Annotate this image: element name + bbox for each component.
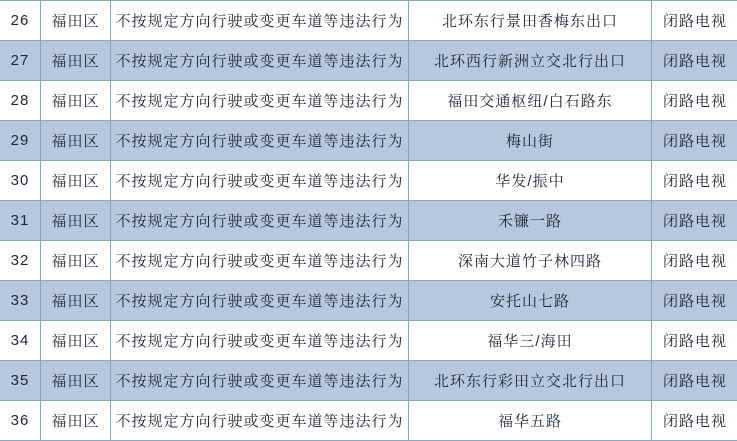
cell-district: 福田区 <box>41 201 111 241</box>
table-row <box>0 121 737 161</box>
cell-device-type: 闭路电视 <box>652 201 737 241</box>
cell-violation-type: 不按规定方向行驶或变更车道等违法行为 <box>111 41 409 81</box>
cell-district: 福田区 <box>41 361 111 401</box>
cell-location: 梅山街 <box>409 121 652 161</box>
cell-location: 华发/振中 <box>409 161 652 201</box>
table-row <box>0 81 737 121</box>
cell-violation-type: 不按规定方向行驶或变更车道等违法行为 <box>111 81 409 121</box>
table-row <box>0 401 737 441</box>
table-row <box>0 201 737 241</box>
cell-row-number: 30 <box>0 161 41 201</box>
cell-district: 福田区 <box>41 321 111 361</box>
cell-row-number: 36 <box>0 401 41 441</box>
cell-location: 福田交通枢纽/白石路东 <box>409 81 652 121</box>
table-row <box>0 361 737 401</box>
cell-violation-type: 不按规定方向行驶或变更车道等违法行为 <box>111 401 409 441</box>
cell-row-number: 32 <box>0 241 41 281</box>
cell-row-number: 33 <box>0 281 41 321</box>
cell-district: 福田区 <box>41 281 111 321</box>
table-body <box>0 1 737 441</box>
cell-violation-type: 不按规定方向行驶或变更车道等违法行为 <box>111 281 409 321</box>
cell-district: 福田区 <box>41 161 111 201</box>
cell-device-type: 闭路电视 <box>652 361 737 401</box>
cell-violation-type: 不按规定方向行驶或变更车道等违法行为 <box>111 161 409 201</box>
cell-district: 福田区 <box>41 81 111 121</box>
cell-location: 安托山七路 <box>409 281 652 321</box>
cell-violation-type: 不按规定方向行驶或变更车道等违法行为 <box>111 121 409 161</box>
cell-district: 福田区 <box>41 1 111 41</box>
cell-district: 福田区 <box>41 401 111 441</box>
cell-location: 福华五路 <box>409 401 652 441</box>
table-row <box>0 321 737 361</box>
cell-device-type: 闭路电视 <box>652 281 737 321</box>
cell-device-type: 闭路电视 <box>652 121 737 161</box>
cell-location: 北环东行景田香梅东出口 <box>409 1 652 41</box>
cell-violation-type: 不按规定方向行驶或变更车道等违法行为 <box>111 321 409 361</box>
cell-location: 禾镰一路 <box>409 201 652 241</box>
cell-violation-type: 不按规定方向行驶或变更车道等违法行为 <box>111 361 409 401</box>
cell-device-type: 闭路电视 <box>652 241 737 281</box>
table-row <box>0 41 737 81</box>
cell-location: 北环西行新洲立交北行出口 <box>409 41 652 81</box>
cell-row-number: 26 <box>0 1 41 41</box>
cell-row-number: 29 <box>0 121 41 161</box>
cell-row-number: 27 <box>0 41 41 81</box>
cell-location: 深南大道竹子林四路 <box>409 241 652 281</box>
cell-district: 福田区 <box>41 41 111 81</box>
cell-location: 北环东行彩田立交北行出口 <box>409 361 652 401</box>
cell-device-type: 闭路电视 <box>652 321 737 361</box>
cell-row-number: 28 <box>0 81 41 121</box>
cell-device-type: 闭路电视 <box>652 161 737 201</box>
cell-device-type: 闭路电视 <box>652 1 737 41</box>
cell-violation-type: 不按规定方向行驶或变更车道等违法行为 <box>111 1 409 41</box>
cell-violation-type: 不按规定方向行驶或变更车道等违法行为 <box>111 201 409 241</box>
table-row <box>0 161 737 201</box>
cell-row-number: 35 <box>0 361 41 401</box>
cell-row-number: 34 <box>0 321 41 361</box>
cell-violation-type: 不按规定方向行驶或变更车道等违法行为 <box>111 241 409 281</box>
cell-row-number: 31 <box>0 201 41 241</box>
cell-district: 福田区 <box>41 121 111 161</box>
table-row <box>0 241 737 281</box>
table-row <box>0 281 737 321</box>
cell-location: 福华三/海田 <box>409 321 652 361</box>
table-row <box>0 1 737 41</box>
cell-device-type: 闭路电视 <box>652 41 737 81</box>
cell-device-type: 闭路电视 <box>652 401 737 441</box>
cell-device-type: 闭路电视 <box>652 81 737 121</box>
cell-district: 福田区 <box>41 241 111 281</box>
